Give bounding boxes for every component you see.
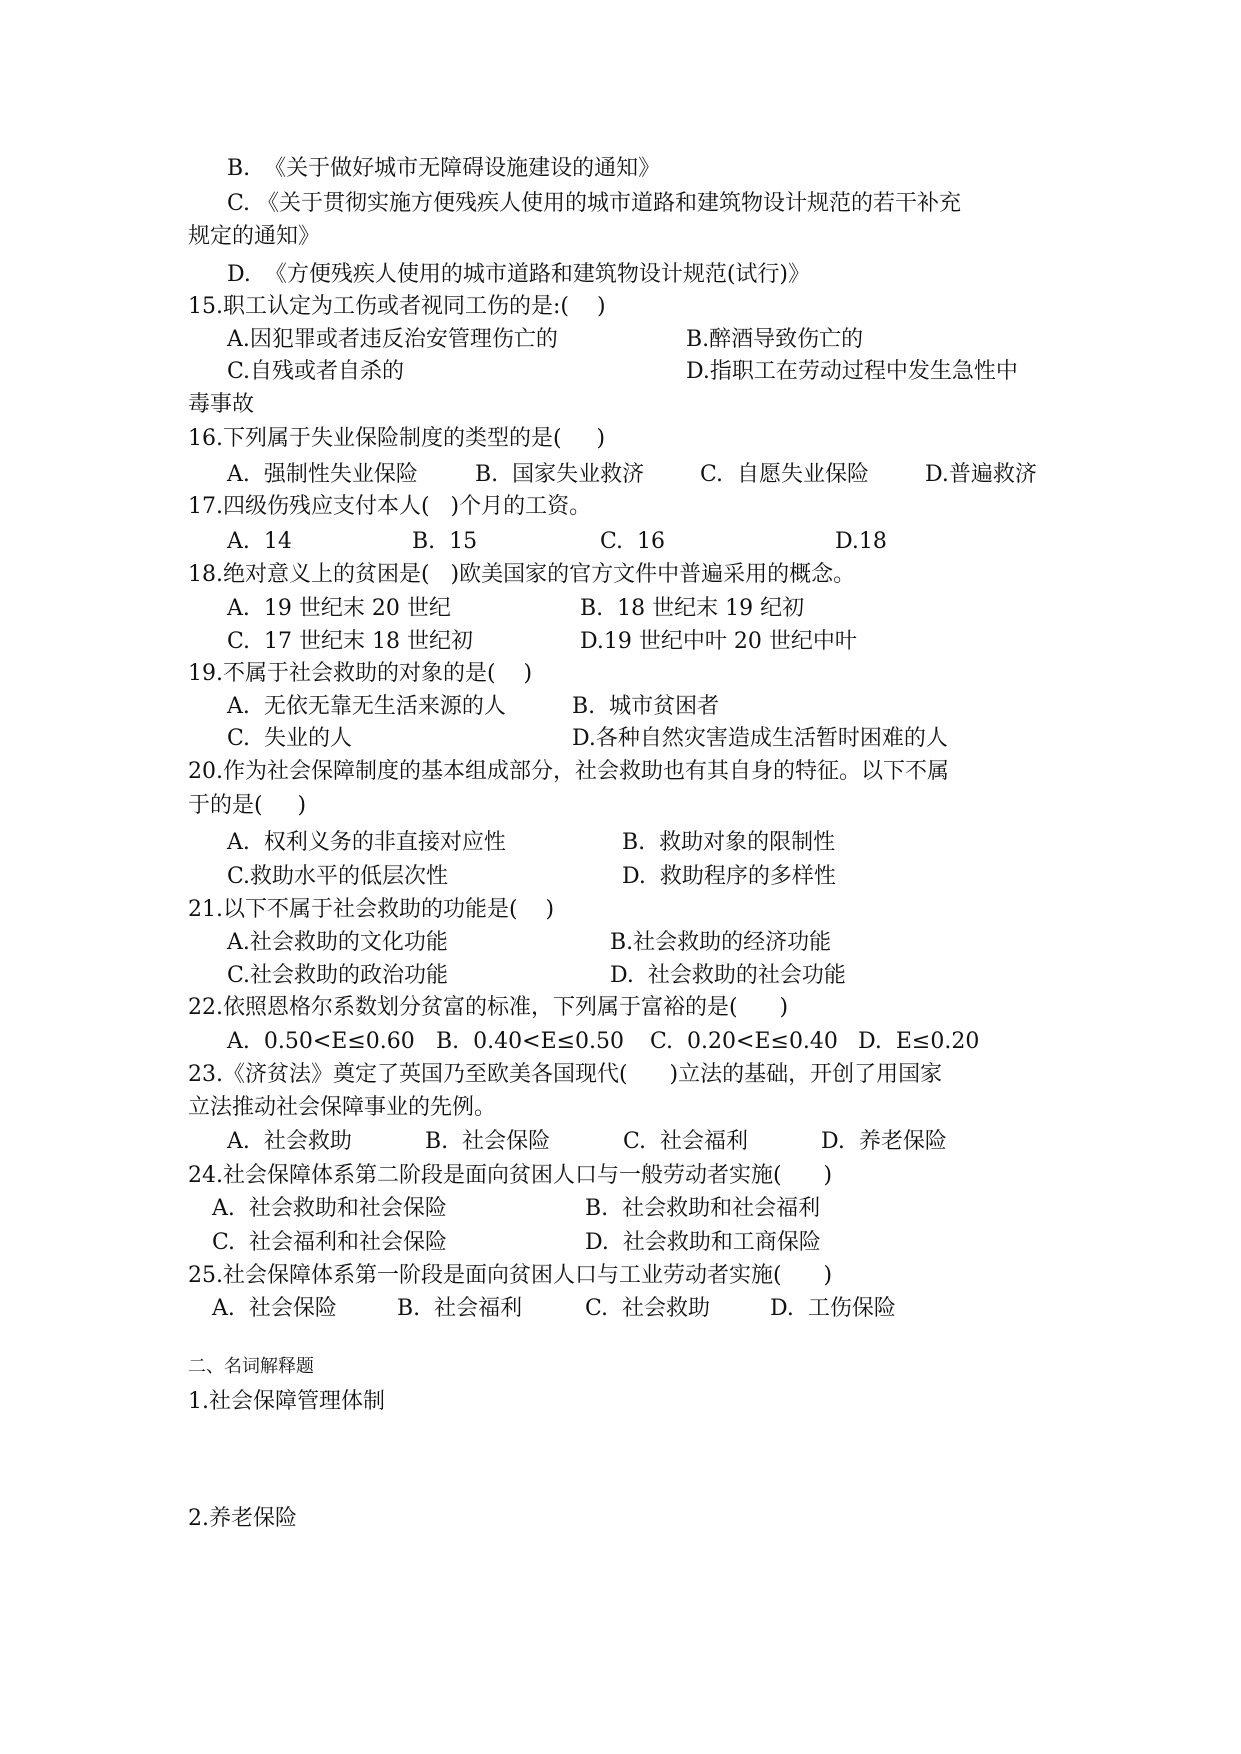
question-22-option-d: D. E≤0.20	[858, 1029, 980, 1054]
question-21-option-b: B.社会救助的经济功能	[610, 930, 832, 955]
question-17-option-a: A. 14	[227, 529, 292, 554]
question-18-option-c: C. 17 世纪末 18 世纪初	[227, 629, 473, 654]
question-22-option-b: B. 0.40<E≤0.50	[436, 1029, 625, 1054]
question-20-stem-wrap: 于的是( )	[188, 793, 307, 818]
question-20-option-b: B. 救助对象的限制性	[622, 830, 836, 855]
question-17-option-d: D.18	[835, 529, 887, 554]
question-24-stem: 24.社会保障体系第二阶段是面向贫困人口与一般劳动者实施( )	[188, 1163, 833, 1188]
question-25-option-d: D. 工伤保险	[770, 1296, 896, 1321]
question-18-stem: 18.绝对意义上的贫困是( )欧美国家的官方文件中普遍采用的概念。	[188, 562, 856, 587]
question-20-option-a: A. 权利义务的非直接对应性	[227, 830, 506, 855]
question-23-option-d: D. 养老保险	[821, 1129, 947, 1154]
q14-option-c-wrap: 规定的通知》	[188, 224, 321, 249]
question-18-option-d: D.19 世纪中叶 20 世纪中叶	[580, 629, 857, 654]
question-21-option-a: A.社会救助的文化功能	[227, 930, 448, 955]
question-16-option-d: D.普遍救济	[925, 462, 1037, 487]
question-17-option-b: B. 15	[412, 529, 478, 554]
question-15-option-a: A.因犯罪或者违反治安管理伤亡的	[227, 327, 558, 352]
question-23-option-a: A. 社会救助	[227, 1129, 352, 1154]
question-15-stem: 15.职工认定为工伤或者视同工伤的是:( )	[188, 294, 606, 319]
question-20-option-d: D. 救助程序的多样性	[622, 864, 836, 889]
question-23-stem: 23.《济贫法》奠定了英国乃至欧美各国现代( )立法的基础，开创了用国家	[188, 1062, 943, 1087]
term-item-2: 2.养老保险	[188, 1506, 297, 1531]
question-19-option-a: A. 无依无靠无生活来源的人	[227, 694, 506, 719]
question-21-option-c: C.社会救助的政治功能	[227, 963, 449, 988]
question-25-option-b: B. 社会福利	[397, 1296, 523, 1321]
question-16-option-a: A. 强制性失业保险	[227, 462, 418, 487]
section-2-heading: 二、名词解释题	[188, 1356, 314, 1377]
question-23-option-c: C. 社会福利	[623, 1129, 749, 1154]
question-24-option-a: A. 社会救助和社会保险	[212, 1196, 447, 1221]
question-21-stem: 21.以下不属于社会救助的功能是( )	[188, 897, 555, 922]
question-24-option-c: C. 社会福利和社会保险	[212, 1230, 448, 1255]
question-15-option-b: B.醉酒导致伤亡的	[686, 327, 864, 352]
question-25-option-c: C. 社会救助	[585, 1296, 711, 1321]
question-18-option-b: B. 18 世纪末 19 纪初	[580, 596, 805, 621]
question-21-option-d: D. 社会救助的社会功能	[610, 963, 846, 988]
question-17-stem: 17.四级伤残应支付本人( )个月的工资。	[188, 494, 592, 519]
q14-option-c: C. 《关于贯彻实施方便残疾人使用的城市道路和建筑物设计规范的若干补充	[227, 191, 962, 216]
question-23-option-b: B. 社会保险	[425, 1129, 551, 1154]
question-16-stem: 16.下列属于失业保险制度的类型的是( )	[188, 426, 606, 451]
question-19-option-c: C. 失业的人	[227, 726, 353, 751]
question-19-option-b: B. 城市贫困者	[572, 694, 720, 719]
question-22-option-a: A. 0.50<E≤0.60	[227, 1029, 415, 1054]
q14-option-b: B. 《关于做好城市无障碍设施建设的通知》	[227, 156, 661, 181]
question-24-option-b: B. 社会救助和社会福利	[585, 1196, 821, 1221]
question-20-option-c: C.救助水平的低层次性	[227, 864, 449, 889]
question-15-option-c: C.自残或者自杀的	[227, 359, 405, 384]
question-16-option-c: C. 自愿失业保险	[700, 462, 870, 487]
question-17-option-c: C. 16	[600, 529, 666, 554]
question-19-stem: 19.不属于社会救助的对象的是( )	[188, 661, 533, 686]
question-15-option-d-wrap: 毒事故	[188, 392, 255, 417]
question-20-stem: 20.作为社会保障制度的基本组成部分，社会救助也有其自身的特征。以下不属	[188, 759, 949, 784]
question-25-option-a: A. 社会保险	[212, 1296, 337, 1321]
question-15-option-d: D.指职工在劳动过程中发生急性中	[686, 359, 1018, 384]
question-22-option-c: C. 0.20<E≤0.40	[650, 1029, 838, 1054]
question-25-stem: 25.社会保障体系第一阶段是面向贫困人口与工业劳动者实施( )	[188, 1263, 833, 1288]
question-23-stem-wrap: 立法推动社会保障事业的先例。	[188, 1095, 497, 1120]
question-24-option-d: D. 社会救助和工商保险	[585, 1230, 821, 1255]
question-22-stem: 22.依照恩格尔系数划分贫富的标准，下列属于富裕的是( )	[188, 995, 789, 1020]
question-16-option-b: B. 国家失业救济	[475, 462, 645, 487]
q14-option-d: D. 《方便残疾人使用的城市道路和建筑物设计规范(试行)》	[227, 262, 811, 287]
question-18-option-a: A. 19 世纪末 20 世纪	[227, 596, 451, 621]
term-item-1: 1.社会保障管理体制	[188, 1389, 385, 1414]
question-19-option-d: D.各种自然灾害造成生活暂时困难的人	[572, 726, 948, 751]
